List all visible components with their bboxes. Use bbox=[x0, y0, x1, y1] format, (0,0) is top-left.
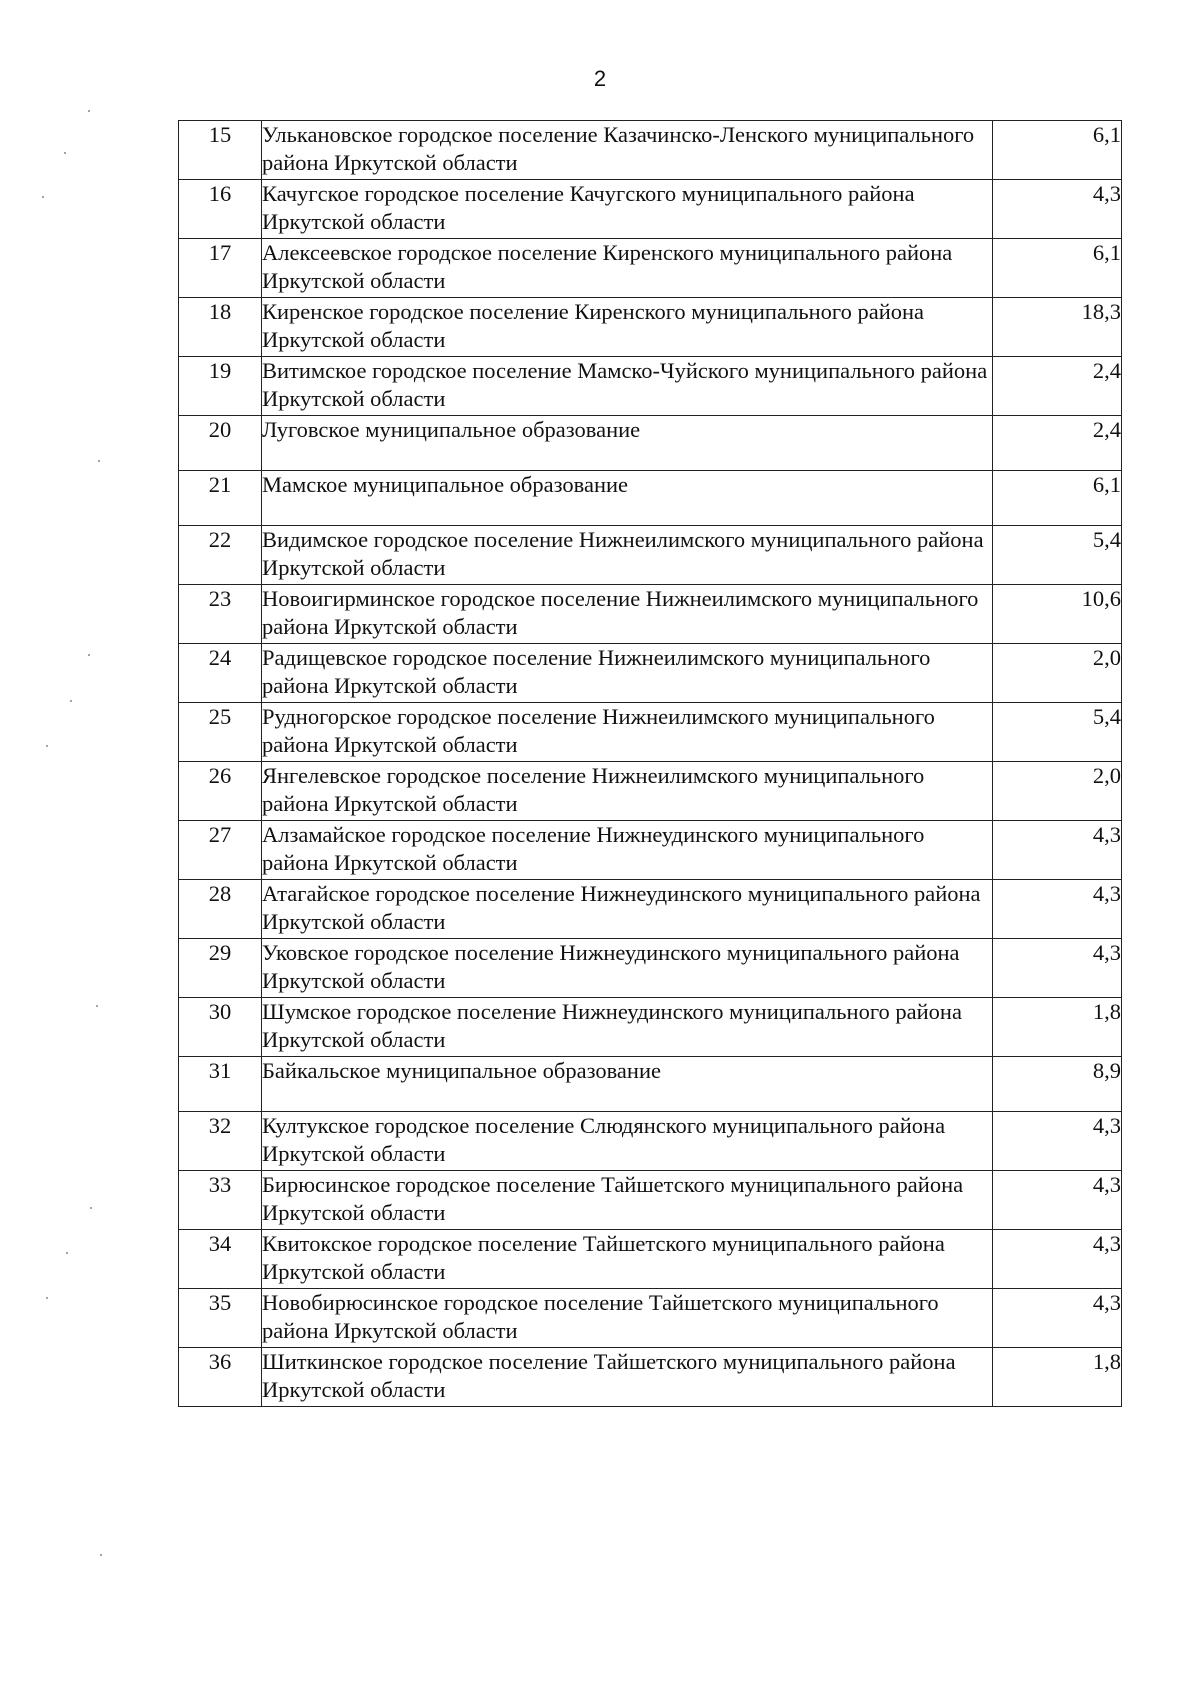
row-number: 17 bbox=[179, 239, 262, 298]
table-row bbox=[179, 471, 1122, 526]
row-value: 2,4 bbox=[993, 416, 1122, 471]
settlements-table bbox=[178, 120, 1122, 1407]
row-number: 25 bbox=[179, 703, 262, 762]
table-row bbox=[179, 298, 1122, 357]
table-row bbox=[179, 357, 1122, 416]
row-number: 21 bbox=[179, 471, 262, 526]
settlement-name: Янгелевское городское поселение Нижнеилимского муниципального района Иркутской области bbox=[262, 762, 993, 821]
row-value: 6,1 bbox=[993, 471, 1122, 526]
table-row bbox=[179, 762, 1122, 821]
settlement-name: Новоигирминское городское поселение Нижнеилимского муниципального района Иркутской области bbox=[262, 585, 993, 644]
settlement-name: Луговское муниципальное образование bbox=[262, 416, 993, 471]
row-value: 1,8 bbox=[993, 1348, 1122, 1407]
settlement-name: Улькановское городское поселение Казачинско-Ленского муниципального района Иркутской области bbox=[262, 121, 993, 180]
row-number: 28 bbox=[179, 880, 262, 939]
row-value: 4,3 bbox=[993, 180, 1122, 239]
table-row bbox=[179, 1230, 1122, 1289]
row-number: 35 bbox=[179, 1289, 262, 1348]
table-row bbox=[179, 939, 1122, 998]
settlement-name: Шумское городское поселение Нижнеудинского муниципального района Иркутской области bbox=[262, 998, 993, 1057]
row-value: 2,0 bbox=[993, 762, 1122, 821]
row-number: 31 bbox=[179, 1057, 262, 1112]
row-number: 30 bbox=[179, 998, 262, 1057]
table-row bbox=[179, 703, 1122, 762]
scan-speck bbox=[46, 1297, 48, 1299]
row-number: 33 bbox=[179, 1171, 262, 1230]
row-value: 4,3 bbox=[993, 939, 1122, 998]
row-number: 26 bbox=[179, 762, 262, 821]
row-value: 8,9 bbox=[993, 1057, 1122, 1112]
table-row bbox=[179, 1171, 1122, 1230]
table-row bbox=[179, 998, 1122, 1057]
table-row bbox=[179, 880, 1122, 939]
table-row bbox=[179, 821, 1122, 880]
table-row bbox=[179, 526, 1122, 585]
settlement-name: Качугское городское поселение Качугского муниципального района Иркутской области bbox=[262, 180, 993, 239]
row-value: 18,3 bbox=[993, 298, 1122, 357]
scan-speck bbox=[100, 1554, 102, 1556]
row-number: 16 bbox=[179, 180, 262, 239]
row-number: 23 bbox=[179, 585, 262, 644]
table-row bbox=[179, 644, 1122, 703]
row-value: 4,3 bbox=[993, 1289, 1122, 1348]
settlement-name: Видимское городское поселение Нижнеилимского муниципального района Иркутской области bbox=[262, 526, 993, 585]
table-row bbox=[179, 121, 1122, 180]
settlement-name: Алзамайское городское поселение Нижнеудинского муниципального района Иркутской области bbox=[262, 821, 993, 880]
row-value: 6,1 bbox=[993, 121, 1122, 180]
settlement-name: Витимское городское поселение Мамско-Чуйского муниципального района Иркутской области bbox=[262, 357, 993, 416]
row-number: 36 bbox=[179, 1348, 262, 1407]
settlement-name: Бирюсинское городское поселение Тайшетского муниципального района Иркутской области bbox=[262, 1171, 993, 1230]
row-value: 4,3 bbox=[993, 1230, 1122, 1289]
settlement-name: Рудногорское городское поселение Нижнеилимского муниципального района Иркутской области bbox=[262, 703, 993, 762]
row-value: 4,3 bbox=[993, 1171, 1122, 1230]
scan-speck bbox=[96, 1005, 98, 1007]
scan-speck bbox=[70, 700, 72, 702]
table-row bbox=[179, 1057, 1122, 1112]
page-number: 2 bbox=[593, 66, 607, 91]
settlement-name: Киренское городское поселение Киренского муниципального района Иркутской области bbox=[262, 298, 993, 357]
settlement-name: Байкальское муниципальное образование bbox=[262, 1057, 993, 1112]
settlement-name: Радищевское городское поселение Нижнеилимского муниципального района Иркутской области bbox=[262, 644, 993, 703]
row-number: 22 bbox=[179, 526, 262, 585]
settlement-name: Шиткинское городское поселение Тайшетского муниципального района Иркутской области bbox=[262, 1348, 993, 1407]
row-value: 4,3 bbox=[993, 880, 1122, 939]
settlement-name: Уковское городское поселение Нижнеудинского муниципального района Иркутской области bbox=[262, 939, 993, 998]
row-number: 24 bbox=[179, 644, 262, 703]
row-value: 2,4 bbox=[993, 357, 1122, 416]
table-row bbox=[179, 239, 1122, 298]
settlement-name: Мамское муниципальное образование bbox=[262, 471, 993, 526]
scan-speck bbox=[46, 745, 48, 747]
settlement-name: Квитокское городское поселение Тайшетского муниципального района Иркутской области bbox=[262, 1230, 993, 1289]
scan-speck bbox=[98, 460, 100, 462]
scan-speck bbox=[90, 1207, 92, 1209]
row-number: 27 bbox=[179, 821, 262, 880]
scan-speck bbox=[88, 654, 90, 656]
settlement-name: Атагайское городское поселение Нижнеудинского муниципального района Иркутской области bbox=[262, 880, 993, 939]
row-number: 32 bbox=[179, 1112, 262, 1171]
scan-speck bbox=[64, 152, 66, 154]
table-row bbox=[179, 416, 1122, 471]
table-row bbox=[179, 1348, 1122, 1407]
table-row bbox=[179, 1289, 1122, 1348]
settlement-name: Новобирюсинское городское поселение Тайшетского муниципального района Иркутской области bbox=[262, 1289, 993, 1348]
scan-speck bbox=[88, 110, 90, 112]
row-value: 5,4 bbox=[993, 703, 1122, 762]
row-value: 10,6 bbox=[993, 585, 1122, 644]
table-row bbox=[179, 585, 1122, 644]
scan-speck bbox=[66, 1252, 68, 1254]
row-value: 6,1 bbox=[993, 239, 1122, 298]
settlement-name: Алексеевское городское поселение Киренского муниципального района Иркутской области bbox=[262, 239, 993, 298]
row-number: 18 bbox=[179, 298, 262, 357]
scan-speck bbox=[42, 196, 44, 198]
row-number: 29 bbox=[179, 939, 262, 998]
settlement-name: Култукское городское поселение Слюдянского муниципального района Иркутской области bbox=[262, 1112, 993, 1171]
row-value: 5,4 bbox=[993, 526, 1122, 585]
row-number: 34 bbox=[179, 1230, 262, 1289]
row-value: 4,3 bbox=[993, 821, 1122, 880]
row-value: 1,8 bbox=[993, 998, 1122, 1057]
row-value: 2,0 bbox=[993, 644, 1122, 703]
row-number: 15 bbox=[179, 121, 262, 180]
table-row bbox=[179, 180, 1122, 239]
table-row bbox=[179, 1112, 1122, 1171]
row-number: 20 bbox=[179, 416, 262, 471]
row-number: 19 bbox=[179, 357, 262, 416]
row-value: 4,3 bbox=[993, 1112, 1122, 1171]
